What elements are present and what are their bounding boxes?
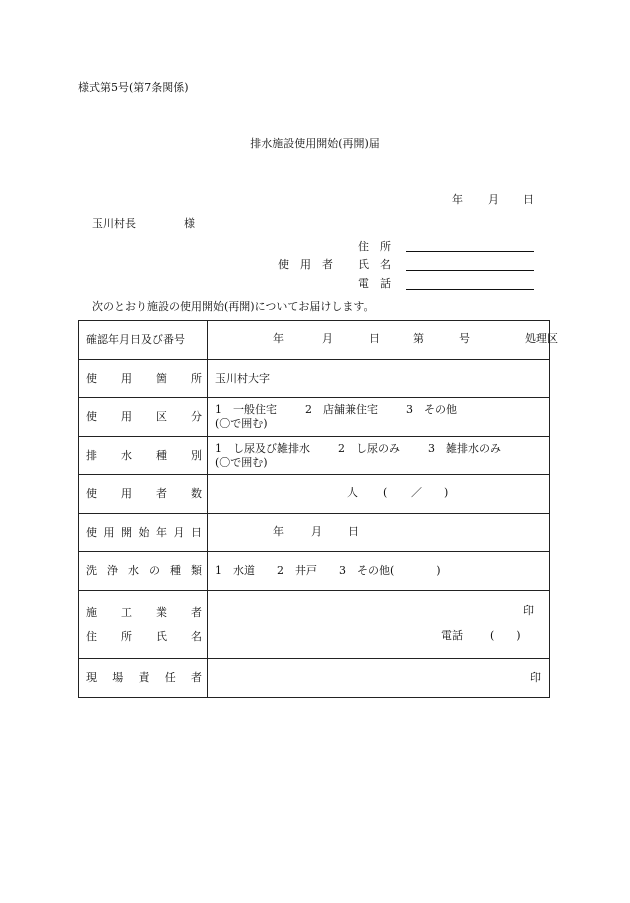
date-year: 年 (452, 193, 463, 206)
row-drainage-type (79, 437, 550, 475)
label-start-date: 使 用 開 始 年 月 日 (79, 514, 208, 552)
address-field[interactable] (406, 251, 534, 252)
label-confirmation-text: 確認年月日及び番号 (86, 333, 185, 347)
value-confirmation[interactable] (208, 321, 558, 360)
usage-option-1[interactable]: 1 一般住宅 (215, 403, 277, 417)
confirm-dai: 第 (413, 332, 424, 345)
value-flush-water[interactable] (208, 552, 550, 591)
label-site-manager: 現 場 責 任 者 (79, 659, 208, 698)
confirm-month: 月 (322, 332, 333, 345)
row-location (79, 360, 550, 398)
row-site-manager (79, 659, 550, 698)
confirm-day: 日 (369, 332, 380, 345)
drainage-option-3[interactable]: 3 雑排水のみ (428, 441, 501, 455)
label-usage-type: 使 用 区 分 (79, 398, 208, 437)
start-day: 日 (348, 524, 359, 538)
value-contractor[interactable] (208, 591, 550, 659)
label-flush-water: 洗 浄 水 の 種 類 (79, 552, 208, 591)
usage-option-2[interactable]: 2 店舗兼住宅 (305, 403, 378, 417)
label-location: 使 用 箇 所 (79, 360, 208, 398)
form-number: 様式第5号(第7条関係) (78, 81, 189, 94)
confirm-district: 処理区 (525, 332, 558, 345)
name-label: 氏 名 (358, 258, 391, 271)
form-table (78, 320, 558, 698)
row-contractor (79, 591, 550, 659)
flush-option-2[interactable]: 2 井戸 (277, 564, 317, 578)
phone-label: 電 話 (358, 277, 391, 290)
row-users (79, 475, 550, 514)
addressee-name: 玉川村長 (92, 217, 136, 230)
value-site-manager[interactable] (208, 659, 550, 698)
drainage-option-1[interactable]: 1 し尿及び雑排水 (215, 441, 310, 455)
confirm-year: 年 (273, 332, 284, 345)
value-start-date[interactable] (208, 514, 550, 552)
contractor-phone-paren: ( ) (490, 628, 521, 642)
row-start-date (79, 514, 550, 552)
flush-option-1[interactable]: 1 水道 (215, 564, 255, 578)
value-location[interactable]: 玉川村大字 (208, 360, 550, 398)
label-contractor: 施 工 業 者 住 所 氏 名 (79, 591, 208, 659)
row-usage-type (79, 398, 550, 437)
date-month: 月 (488, 193, 499, 206)
confirm-go: 号 (459, 332, 470, 345)
label-confirmation (79, 321, 208, 360)
users-slash: ／ (411, 486, 422, 499)
address-label: 住 所 (358, 240, 391, 253)
users-paren-open: ( (383, 486, 388, 499)
row-confirmation (79, 321, 550, 360)
applicant-label: 使 用 者 (278, 258, 333, 271)
label-users: 使 用 者 数 (79, 475, 208, 514)
users-unit: 人 (347, 486, 358, 499)
start-year: 年 (273, 524, 284, 538)
value-users[interactable] (208, 475, 550, 514)
page-title: 排水施設使用開始(再開)届 (250, 137, 380, 150)
intro-text: 次のとおり施設の使用開始(再開)についてお届けします。 (92, 300, 375, 313)
site-manager-seal: 印 (530, 671, 541, 685)
drainage-note: (〇で囲む) (215, 455, 268, 469)
usage-note: (〇で囲む) (215, 417, 268, 430)
drainage-option-2[interactable]: 2 し尿のみ (338, 441, 400, 455)
date-day: 日 (523, 193, 534, 206)
name-field[interactable] (406, 270, 534, 271)
contractor-phone-label: 電話 (441, 628, 463, 642)
addressee-honorific: 様 (184, 217, 195, 230)
row-flush-water (79, 552, 550, 591)
contractor-seal: 印 (523, 603, 534, 617)
flush-option-3[interactable]: 3 その他( (339, 564, 395, 578)
value-usage-type[interactable] (208, 398, 550, 437)
label-drainage-type: 排 水 種 別 (79, 437, 208, 475)
users-paren-close: ) (444, 486, 449, 499)
value-drainage-type[interactable] (208, 437, 550, 475)
phone-field[interactable] (406, 289, 534, 290)
flush-option-3-close: ) (436, 564, 441, 578)
usage-option-3[interactable]: 3 その他 (406, 403, 457, 417)
start-month: 月 (311, 524, 322, 538)
